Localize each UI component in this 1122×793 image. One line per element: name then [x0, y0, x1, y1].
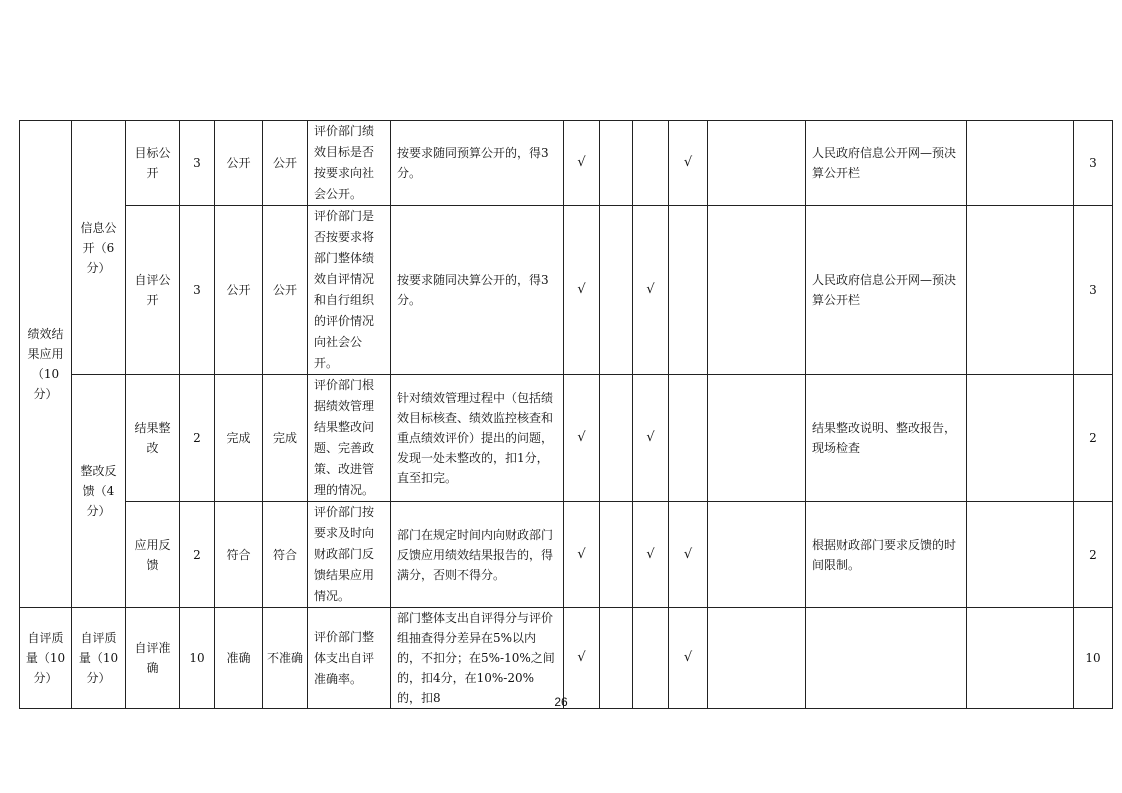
level3-indicator-cell: 应用反馈 [126, 502, 180, 608]
check-mark-cell [633, 121, 669, 206]
evidence-cell: 结果整改说明、整改报告，现场检查 [806, 375, 967, 502]
remark-cell [967, 206, 1074, 375]
empty-cell [708, 121, 806, 206]
table-row [20, 375, 1113, 502]
level1-indicator-cell: 自评质量（10分） [20, 608, 72, 709]
indicator-content-cell: 评价部门整体支出自评准确率。 [308, 608, 391, 709]
check-mark-cell: √ [633, 502, 669, 608]
level1-indicator-cell: 绩效结果应用（10分） [20, 121, 72, 608]
weight-cell: 2 [180, 502, 215, 608]
actual-value-cell: 完成 [263, 375, 308, 502]
level2-indicator-cell: 信息公开（6分） [72, 121, 126, 375]
target-value-cell: 准确 [215, 608, 263, 709]
table-row [20, 206, 1113, 375]
evidence-cell: 人民政府信息公开网—预决算公开栏 [806, 121, 967, 206]
evaluation-table [19, 120, 1113, 709]
check-mark-cell: √ [633, 375, 669, 502]
empty-cell [708, 375, 806, 502]
check-mark-cell [669, 206, 708, 375]
scoring-criteria-cell: 按要求随同预算公开的，得3分。 [391, 121, 564, 206]
indicator-content-cell: 评价部门绩效目标是否按要求向社会公开。 [308, 121, 391, 206]
scoring-criteria-cell: 按要求随同决算公开的，得3分。 [391, 206, 564, 375]
remark-cell [967, 502, 1074, 608]
check-mark-cell [600, 121, 633, 206]
remark-cell [967, 608, 1074, 709]
score-cell: 3 [1074, 121, 1113, 206]
remark-cell [967, 121, 1074, 206]
scoring-criteria-cell: 针对绩效管理过程中（包括绩效目标核查、绩效监控核查和重点绩效评价）提出的问题，发现一处未整改的，扣1分，直至扣完。 [391, 375, 564, 502]
empty-cell [708, 502, 806, 608]
level2-indicator-cell: 自评质量（10分） [72, 608, 126, 709]
indicator-content-cell: 评价部门根据绩效管理结果整改问题、完善政策、改进管理的情况。 [308, 375, 391, 502]
check-mark-cell [633, 608, 669, 709]
check-mark-cell: √ [633, 206, 669, 375]
table-row [20, 502, 1113, 608]
target-value-cell: 符合 [215, 502, 263, 608]
score-cell: 2 [1074, 502, 1113, 608]
actual-value-cell: 符合 [263, 502, 308, 608]
target-value-cell: 完成 [215, 375, 263, 502]
evidence-cell: 人民政府信息公开网—预决算公开栏 [806, 206, 967, 375]
check-mark-cell: √ [669, 608, 708, 709]
check-mark-cell: √ [564, 608, 600, 709]
check-mark-cell: √ [564, 502, 600, 608]
weight-cell: 3 [180, 206, 215, 375]
empty-cell [708, 608, 806, 709]
actual-value-cell: 公开 [263, 121, 308, 206]
level3-indicator-cell: 自评公开 [126, 206, 180, 375]
actual-value-cell: 公开 [263, 206, 308, 375]
weight-cell: 3 [180, 121, 215, 206]
page-number: 26 [554, 695, 568, 709]
scoring-criteria-cell: 部门整体支出自评得分与评价组抽查得分差异在5%以内的，不扣分；在5%-10%之间的，扣4分，在10%-20%的，扣8 [391, 608, 564, 709]
target-value-cell: 公开 [215, 121, 263, 206]
level3-indicator-cell: 自评准确 [126, 608, 180, 709]
evidence-cell: 根据财政部门要求反馈的时间限制。 [806, 502, 967, 608]
evidence-cell [806, 608, 967, 709]
check-mark-cell [600, 206, 633, 375]
level3-indicator-cell: 目标公开 [126, 121, 180, 206]
check-mark-cell [600, 502, 633, 608]
check-mark-cell: √ [564, 121, 600, 206]
score-cell: 2 [1074, 375, 1113, 502]
remark-cell [967, 375, 1074, 502]
actual-value-cell: 不准确 [263, 608, 308, 709]
table-row [20, 608, 1113, 709]
level3-indicator-cell: 结果整改 [126, 375, 180, 502]
score-cell: 3 [1074, 206, 1113, 375]
indicator-content-cell: 评价部门是否按要求将部门整体绩效自评情况和自行组织的评价情况向社会公开。 [308, 206, 391, 375]
scoring-criteria-cell: 部门在规定时间内向财政部门反馈应用绩效结果报告的，得满分，否则不得分。 [391, 502, 564, 608]
check-mark-cell [669, 375, 708, 502]
empty-cell [708, 206, 806, 375]
check-mark-cell [600, 608, 633, 709]
weight-cell: 10 [180, 608, 215, 709]
check-mark-cell: √ [564, 206, 600, 375]
check-mark-cell [600, 375, 633, 502]
indicator-content-cell: 评价部门按要求及时向财政部门反馈结果应用情况。 [308, 502, 391, 608]
table-row [20, 121, 1113, 206]
weight-cell: 2 [180, 375, 215, 502]
level2-indicator-cell: 整改反馈（4分） [72, 375, 126, 608]
check-mark-cell: √ [564, 375, 600, 502]
target-value-cell: 公开 [215, 206, 263, 375]
score-cell: 10 [1074, 608, 1113, 709]
check-mark-cell: √ [669, 502, 708, 608]
check-mark-cell: √ [669, 121, 708, 206]
